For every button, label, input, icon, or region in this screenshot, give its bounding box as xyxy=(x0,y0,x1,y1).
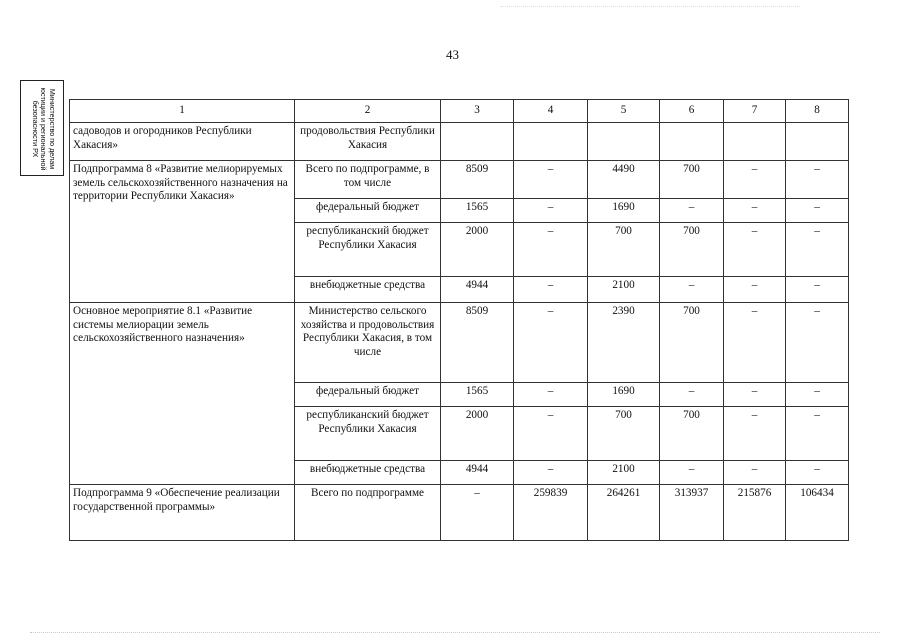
program-name-cell: Подпрограмма 9 «Обеспечение реализации государственной программы» xyxy=(70,485,295,541)
value-cell: – xyxy=(514,223,588,277)
value-cell: – xyxy=(724,383,786,407)
value-cell: – xyxy=(441,485,514,541)
value-cell xyxy=(786,123,849,161)
value-cell: – xyxy=(724,407,786,461)
funding-source-cell: федеральный бюджет xyxy=(295,199,441,223)
value-cell xyxy=(724,123,786,161)
value-cell xyxy=(441,123,514,161)
value-cell: – xyxy=(514,383,588,407)
value-cell: – xyxy=(514,277,588,303)
column-header: 8 xyxy=(786,100,849,123)
page-number: 43 xyxy=(446,47,459,62)
value-cell: 700 xyxy=(660,407,724,461)
program-name-cell: Подпрограмма 8 «Развитие мелиорируемых земель сельскохозяйственного назначения на территории Республики Хакасия» xyxy=(70,161,295,303)
value-cell: – xyxy=(786,407,849,461)
value-cell xyxy=(660,123,724,161)
value-cell: 1690 xyxy=(588,383,660,407)
value-cell: – xyxy=(724,199,786,223)
value-cell: – xyxy=(514,461,588,485)
value-cell: – xyxy=(786,223,849,277)
value-cell: – xyxy=(786,161,849,199)
value-cell: 2390 xyxy=(588,303,660,383)
value-cell: – xyxy=(786,277,849,303)
stamp-text: Министерство по делам юстиции и региональной безопасности РХ xyxy=(30,87,57,171)
program-name-cell: Основное мероприятие 8.1 «Развитие системы мелиорации земель сельскохозяйственного назначения» xyxy=(70,303,295,485)
value-cell: 1565 xyxy=(441,199,514,223)
value-cell: – xyxy=(724,277,786,303)
value-cell: 2000 xyxy=(441,223,514,277)
table-row xyxy=(70,485,849,541)
value-cell: 4490 xyxy=(588,161,660,199)
value-cell: 259839 xyxy=(514,485,588,541)
value-cell: 700 xyxy=(660,161,724,199)
value-cell xyxy=(514,123,588,161)
value-cell xyxy=(588,123,660,161)
value-cell: – xyxy=(514,303,588,383)
table-row xyxy=(70,161,849,199)
value-cell: 700 xyxy=(588,223,660,277)
funding-source-cell: продовольствия Республики Хакасия xyxy=(295,123,441,161)
value-cell: 215876 xyxy=(724,485,786,541)
value-cell: – xyxy=(724,223,786,277)
value-cell: 4944 xyxy=(441,277,514,303)
value-cell: 2100 xyxy=(588,461,660,485)
value-cell: 700 xyxy=(660,303,724,383)
column-header: 6 xyxy=(660,100,724,123)
value-cell: – xyxy=(660,199,724,223)
value-cell: 106434 xyxy=(786,485,849,541)
table-header-row xyxy=(70,100,849,123)
value-cell: 4944 xyxy=(441,461,514,485)
funding-source-cell: внебюджетные средства xyxy=(295,277,441,303)
value-cell: – xyxy=(724,303,786,383)
column-header: 2 xyxy=(295,100,441,123)
value-cell: 313937 xyxy=(660,485,724,541)
value-cell: 700 xyxy=(660,223,724,277)
value-cell: – xyxy=(786,383,849,407)
value-cell: – xyxy=(660,461,724,485)
funding-source-cell: республиканский бюджет Республики Хакасия xyxy=(295,407,441,461)
funding-source-cell: Министерство сельского хозяйства и продовольствия Республики Хакасия, в том числе xyxy=(295,303,441,383)
value-cell: 1565 xyxy=(441,383,514,407)
value-cell: 700 xyxy=(588,407,660,461)
table-row xyxy=(70,123,849,161)
column-header: 4 xyxy=(514,100,588,123)
value-cell: – xyxy=(724,461,786,485)
table-row xyxy=(70,303,849,383)
column-header: 5 xyxy=(588,100,660,123)
value-cell: – xyxy=(660,383,724,407)
funding-source-cell: федеральный бюджет xyxy=(295,383,441,407)
value-cell: 1690 xyxy=(588,199,660,223)
registration-stamp xyxy=(20,80,64,176)
funding-source-cell: Всего по подпрограмме, в том числе xyxy=(295,161,441,199)
value-cell: – xyxy=(724,161,786,199)
column-header: 1 xyxy=(70,100,295,123)
value-cell: 2000 xyxy=(441,407,514,461)
value-cell: 8509 xyxy=(441,303,514,383)
funding-source-cell: Всего по подпрограмме xyxy=(295,485,441,541)
scan-noise xyxy=(30,632,880,633)
value-cell: 264261 xyxy=(588,485,660,541)
value-cell: – xyxy=(786,303,849,383)
value-cell: – xyxy=(786,199,849,223)
funding-source-cell: внебюджетные средства xyxy=(295,461,441,485)
scan-noise xyxy=(500,6,800,7)
column-header: 7 xyxy=(724,100,786,123)
value-cell: – xyxy=(660,277,724,303)
program-name-cell: садоводов и огородников Республики Хакасия» xyxy=(70,123,295,161)
value-cell: – xyxy=(786,461,849,485)
value-cell: – xyxy=(514,161,588,199)
funding-table xyxy=(69,99,849,541)
funding-source-cell: республиканский бюджет Республики Хакасия xyxy=(295,223,441,277)
value-cell: – xyxy=(514,407,588,461)
value-cell: 2100 xyxy=(588,277,660,303)
value-cell: 8509 xyxy=(441,161,514,199)
column-header: 3 xyxy=(441,100,514,123)
value-cell: – xyxy=(514,199,588,223)
